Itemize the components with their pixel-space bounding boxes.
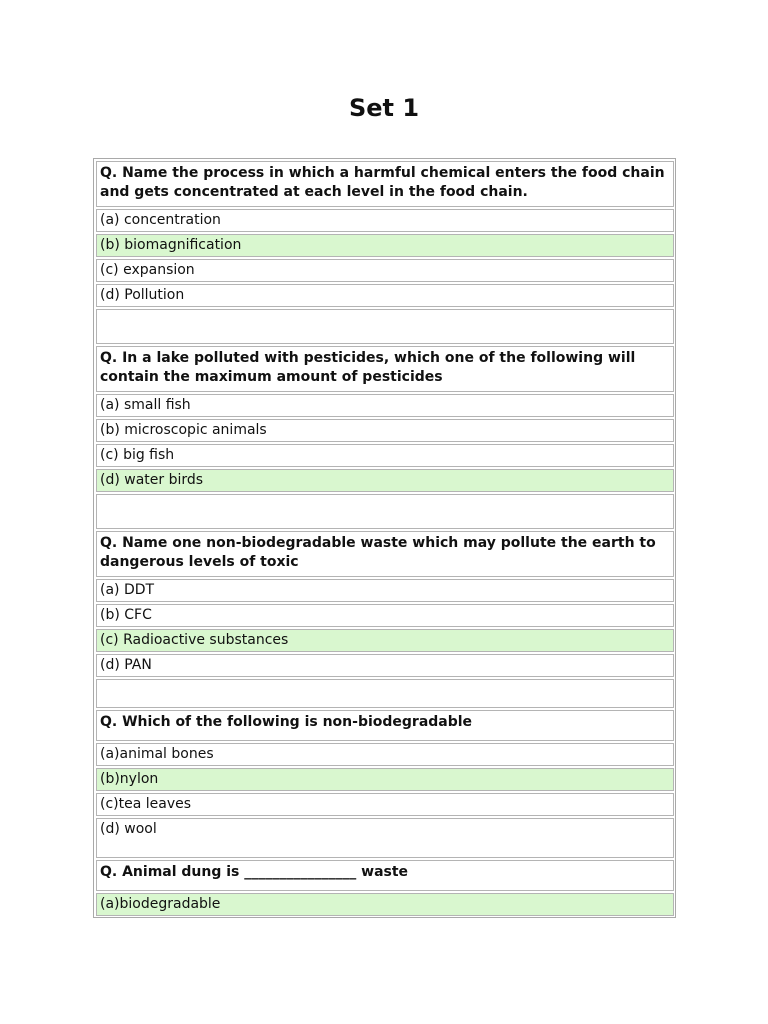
question-text: Q. In a lake polluted with pesticides, which one of the following will contain the maximum amount of pesticides bbox=[96, 346, 674, 392]
blank-row bbox=[96, 494, 674, 529]
blank-row bbox=[96, 679, 674, 708]
answer-option: (a)animal bones bbox=[96, 743, 674, 766]
answer-option: (c) big fish bbox=[96, 444, 674, 467]
question-text: Q. Animal dung is ________________ waste bbox=[96, 860, 674, 891]
answer-option: (b) CFC bbox=[96, 604, 674, 627]
answer-option-correct: (b)nylon bbox=[96, 768, 674, 791]
quiz-table bbox=[93, 158, 676, 918]
answer-option: (d) PAN bbox=[96, 654, 674, 677]
answer-option: (d) wool bbox=[96, 818, 674, 858]
answer-option-correct: (b) biomagnification bbox=[96, 234, 674, 257]
answer-option: (c) expansion bbox=[96, 259, 674, 282]
question-text: Q. Which of the following is non-biodegradable bbox=[96, 710, 674, 741]
answer-option-correct: (c) Radioactive substances bbox=[96, 629, 674, 652]
question-text: Q. Name the process in which a harmful chemical enters the food chain and gets concentrated at each level in the food chain. bbox=[96, 161, 674, 207]
answer-option: (a) concentration bbox=[96, 209, 674, 232]
answer-option-correct: (a)biodegradable bbox=[96, 893, 674, 916]
answer-option: (c)tea leaves bbox=[96, 793, 674, 816]
question-text: Q. Name one non-biodegradable waste which may pollute the earth to dangerous levels of toxic bbox=[96, 531, 674, 577]
answer-option: (b) microscopic animals bbox=[96, 419, 674, 442]
answer-option: (a) small fish bbox=[96, 394, 674, 417]
answer-option: (d) Pollution bbox=[96, 284, 674, 307]
page-title: Set 1 bbox=[348, 94, 420, 122]
answer-option: (a) DDT bbox=[96, 579, 674, 602]
blank-row bbox=[96, 309, 674, 344]
answer-option-correct: (d) water birds bbox=[96, 469, 674, 492]
